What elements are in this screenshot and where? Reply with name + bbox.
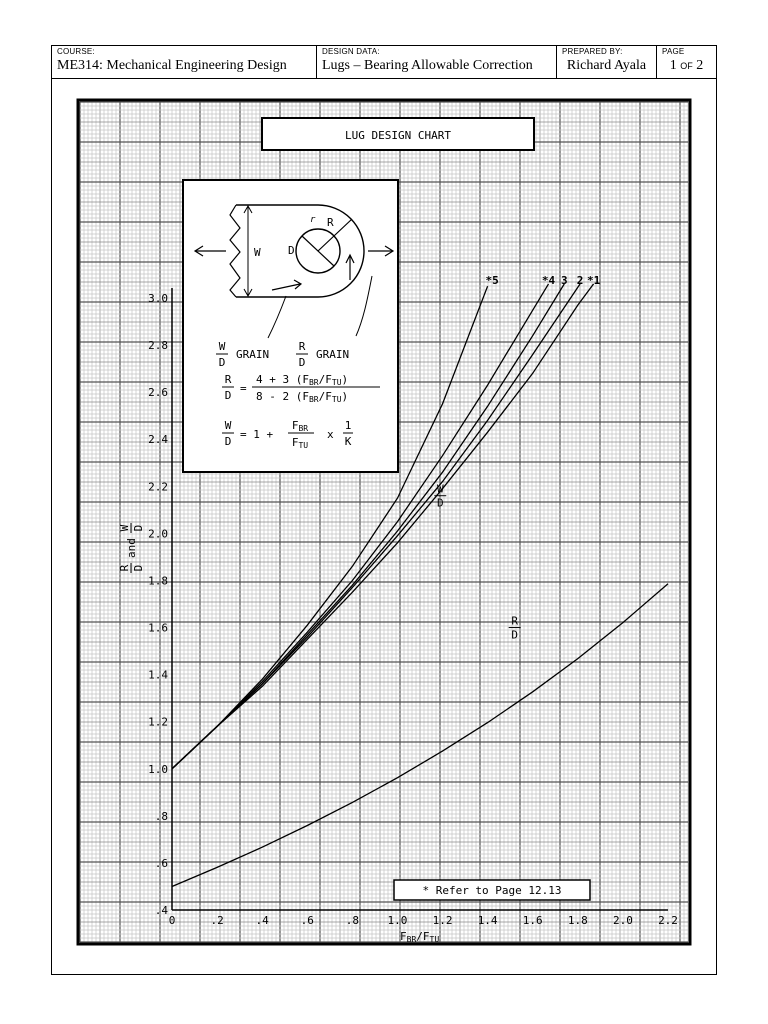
inset-r-label: R <box>327 216 334 229</box>
y-tick-label: 1.0 <box>148 762 168 776</box>
eq1-lhs-den: D <box>224 389 232 402</box>
page-current: 1 <box>669 58 677 73</box>
y-tick-label: 1.4 <box>148 668 168 682</box>
eq2-k-num: 1 <box>344 419 352 432</box>
eq2-times: x <box>327 428 334 441</box>
x-tick-label: .6 <box>300 914 314 927</box>
inset-r-small-label: r <box>310 215 316 225</box>
curve-label-wd-num: W <box>436 482 444 496</box>
course-label: COURSE: <box>57 47 95 56</box>
y-title-w-num: W <box>118 524 131 532</box>
eq1-denominator: 8 - 2 (FBR/FTU) <box>256 390 349 404</box>
eq1-numerator: 4 + 3 (FBR/FTU) <box>256 373 349 387</box>
y-title-r-num: R <box>118 564 131 572</box>
y-tick-label: 2.4 <box>148 433 168 447</box>
y-title-r-den: D <box>132 564 145 572</box>
y-tick-label: 2.8 <box>148 339 168 353</box>
curve-label-rd-den: D <box>511 628 519 642</box>
lug-inset-diagram <box>183 180 398 472</box>
curve-label-2: 2 <box>576 273 584 287</box>
grain-r-den: D <box>298 356 306 369</box>
x-tick-label: .8 <box>345 914 359 927</box>
curve-label-wd-den: D <box>436 496 444 510</box>
curve-label-1: *1 <box>586 273 601 287</box>
y-tick-label: 3.0 <box>148 292 168 305</box>
inset-w-label: W <box>254 246 261 259</box>
curve-label-5: *5 <box>485 273 499 287</box>
page-label: PAGE <box>662 47 685 56</box>
eq2-k-den: K <box>344 435 352 448</box>
chart-title-box <box>262 118 534 150</box>
y-tick-label: 1.2 <box>148 715 168 729</box>
design-data-label: DESIGN DATA: <box>322 47 380 56</box>
eq2-lhs-num: W <box>224 419 232 432</box>
y-tick-label: 1.8 <box>148 574 168 588</box>
curve-label-rd-num: R <box>511 614 519 628</box>
x-tick-label: 1.0 <box>387 914 408 927</box>
reference-note-text: * Refer to Page 12.13 <box>422 884 562 897</box>
x-axis-title-text: FBR/FTU <box>400 930 440 944</box>
inset-d-label: D <box>288 244 295 257</box>
curve-label-4: *4 <box>541 273 556 287</box>
course-value: ME314: Mechanical Engineering Design <box>57 58 287 73</box>
eq2-lhs-den: D <box>224 435 232 448</box>
prepared-by-value: Richard Ayala <box>566 58 647 73</box>
page-total: 2 <box>696 58 704 73</box>
x-tick-label: 1.4 <box>477 914 498 927</box>
y-tick-label: .8 <box>154 809 168 823</box>
grain-w-num: W <box>218 340 226 353</box>
y-tick-label: 2.2 <box>148 480 168 494</box>
grain-r-word: GRAIN <box>316 348 350 361</box>
x-tick-label: .2 <box>210 914 224 927</box>
grain-w-den: D <box>218 356 226 369</box>
chart-title: LUG DESIGN CHART <box>345 129 451 142</box>
y-tick-label: 2.0 <box>148 527 168 541</box>
grain-r-num: R <box>298 340 306 353</box>
y-tick-label: .6 <box>154 856 168 870</box>
x-tick-label: .4 <box>255 914 269 927</box>
y-title-w-den: D <box>132 524 145 532</box>
eq2-num: FBR <box>291 419 309 433</box>
prepared-by-label: PREPARED BY: <box>562 47 623 56</box>
inset-frame <box>183 180 398 472</box>
y-tick-label: .4 <box>154 904 168 917</box>
x-tick-label: 1.8 <box>567 914 588 927</box>
x-tick-label: 2.0 <box>612 914 633 927</box>
y-title-and: and <box>125 538 138 558</box>
eq2-lead: = 1 + <box>240 428 274 441</box>
page-of: OF <box>680 61 693 71</box>
x-tick-label: 1.6 <box>522 914 543 927</box>
reference-note <box>394 880 590 900</box>
x-tick-label: 0 <box>168 914 176 927</box>
curve-label-3: 3 <box>560 273 568 287</box>
x-tick-label: 1.2 <box>432 914 453 927</box>
design-data-value: Lugs – Bearing Allowable Correction <box>322 58 533 73</box>
grain-w-word: GRAIN <box>236 348 270 361</box>
eq1-lhs-num: R <box>224 373 232 386</box>
eq1-equals: = <box>240 382 247 395</box>
y-tick-label: 2.6 <box>148 386 168 400</box>
eq2-den: FTU <box>291 436 309 450</box>
y-tick-label: 1.6 <box>148 621 168 635</box>
x-tick-label: 2.2 <box>658 914 678 927</box>
